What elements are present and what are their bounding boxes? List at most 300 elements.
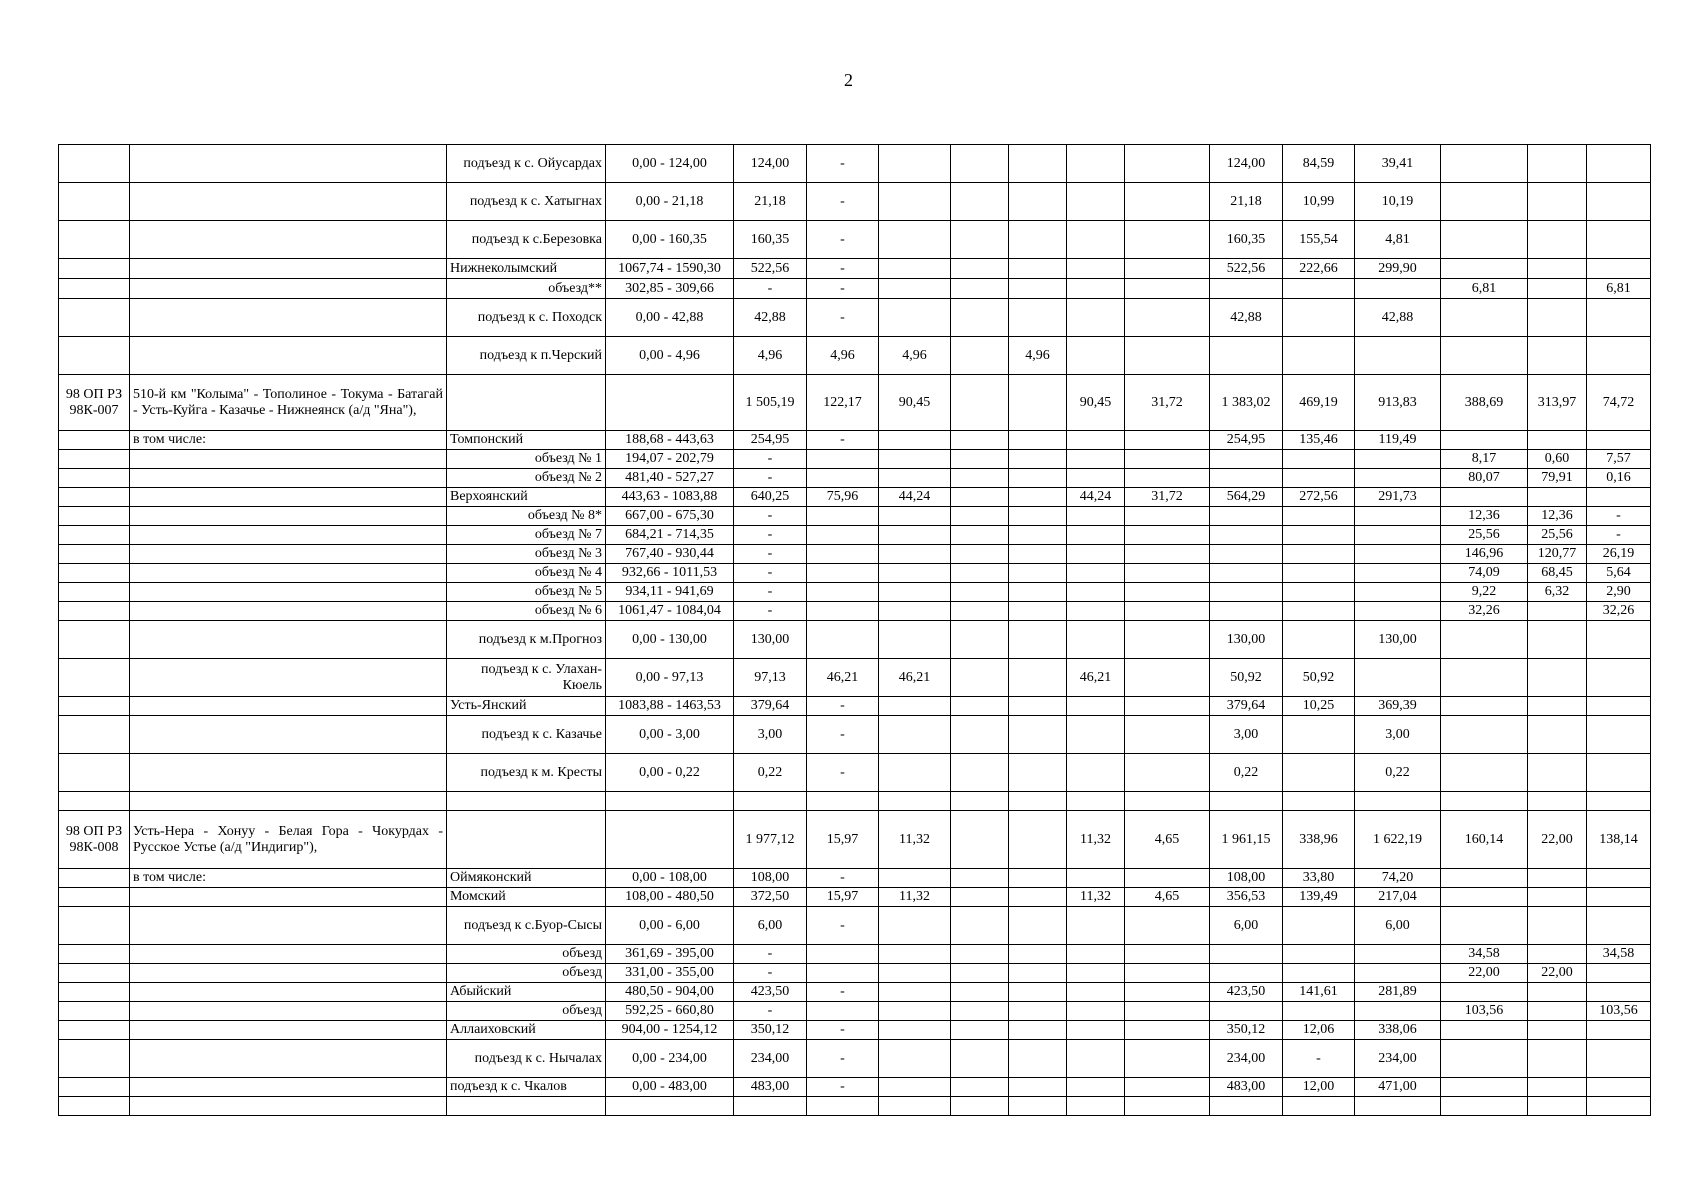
cell-col15: 9,22 [1441,583,1528,602]
cell-col14: 119,49 [1355,431,1441,450]
cell-col12 [1210,792,1283,811]
cell-road-code [59,1021,130,1040]
cell-road-code [59,1040,130,1078]
cell-col9 [1009,259,1067,279]
cell-col7 [879,716,951,754]
cell-col17 [1587,1078,1651,1097]
cell-col17: 103,56 [1587,1002,1651,1021]
cell-total-length: 640,25 [734,488,807,507]
cell-col7 [879,545,951,564]
cell-col13 [1283,907,1355,945]
table-row [59,964,1651,983]
table-row [59,299,1651,337]
cell-col13: 141,61 [1283,983,1355,1002]
cell-col13: 50,92 [1283,659,1355,697]
cell-col13 [1283,450,1355,469]
cell-col6: - [807,1040,879,1078]
cell-col9 [1009,299,1067,337]
cell-total-length: 124,00 [734,145,807,183]
cell-road-name [130,659,447,697]
cell-col16 [1528,869,1587,888]
cell-col17 [1587,337,1651,375]
cell-col16 [1528,145,1587,183]
cell-col15 [1441,1021,1528,1040]
cell-col9 [1009,221,1067,259]
cell-col16: 25,56 [1528,526,1587,545]
cell-col13: - [1283,1040,1355,1078]
cell-col14: 130,00 [1355,621,1441,659]
cell-col6: - [807,183,879,221]
cell-col6: - [807,299,879,337]
cell-col10 [1067,221,1125,259]
cell-km-range: 0,00 - 160,35 [606,221,734,259]
cell-col12: 234,00 [1210,1040,1283,1078]
cell-col10 [1067,145,1125,183]
cell-col17: - [1587,526,1651,545]
cell-km-range: 667,00 - 675,30 [606,507,734,526]
cell-col14: 39,41 [1355,145,1441,183]
cell-col8 [951,1097,1009,1116]
cell-col11 [1125,337,1210,375]
cell-col11 [1125,507,1210,526]
cell-col7: 11,32 [879,888,951,907]
cell-total-length: - [734,945,807,964]
cell-km-range [606,792,734,811]
cell-col14: 234,00 [1355,1040,1441,1078]
cell-road-code [59,564,130,583]
cell-col7 [879,299,951,337]
cell-district-name: подъезд к с. Нычалах [447,1040,606,1078]
cell-col15 [1441,792,1528,811]
cell-col7 [879,964,951,983]
cell-col14: 299,90 [1355,259,1441,279]
cell-col6 [807,450,879,469]
cell-road-name [130,983,447,1002]
cell-col17 [1587,964,1651,983]
cell-total-length: 3,00 [734,716,807,754]
cell-district-name: подъезд к п.Черский [447,337,606,375]
cell-col13 [1283,279,1355,299]
cell-col13: 338,96 [1283,811,1355,869]
cell-col13 [1283,469,1355,488]
cell-district-name: объезд № 2 [447,469,606,488]
cell-col11 [1125,469,1210,488]
cell-col17 [1587,299,1651,337]
cell-km-range: 767,40 - 930,44 [606,545,734,564]
cell-district-name: подъезд к с. Походск [447,299,606,337]
cell-col16: 22,00 [1528,964,1587,983]
cell-district-name: объезд [447,945,606,964]
cell-road-name [130,754,447,792]
cell-col14: 4,81 [1355,221,1441,259]
cell-col12 [1210,1097,1283,1116]
cell-col11 [1125,602,1210,621]
cell-col7 [879,1002,951,1021]
table-row [59,621,1651,659]
cell-road-name [130,545,447,564]
cell-district-name: подъезд к м. Кресты [447,754,606,792]
cell-col15 [1441,145,1528,183]
cell-col9 [1009,183,1067,221]
cell-col13: 469,19 [1283,375,1355,431]
table-row [59,259,1651,279]
cell-km-range: 0,00 - 97,13 [606,659,734,697]
cell-road-code [59,526,130,545]
cell-col10 [1067,945,1125,964]
cell-km-range: 592,25 - 660,80 [606,1002,734,1021]
cell-road-code [59,469,130,488]
cell-road-name [130,792,447,811]
cell-km-range: 0,00 - 4,96 [606,337,734,375]
table-row [59,1040,1651,1078]
cell-road-name [130,697,447,716]
cell-road-name [130,1002,447,1021]
cell-col6 [807,621,879,659]
cell-col14: 471,00 [1355,1078,1441,1097]
cell-total-length: 254,95 [734,431,807,450]
cell-col9 [1009,621,1067,659]
cell-col16 [1528,621,1587,659]
cell-col9 [1009,145,1067,183]
cell-col9 [1009,602,1067,621]
cell-col8 [951,375,1009,431]
cell-district-name: объезд № 4 [447,564,606,583]
table-row [59,1021,1651,1040]
table-row [59,564,1651,583]
cell-col13 [1283,716,1355,754]
cell-col6: - [807,716,879,754]
cell-col8 [951,221,1009,259]
cell-col7: 44,24 [879,488,951,507]
cell-road-code [59,488,130,507]
cell-col8 [951,583,1009,602]
cell-col13 [1283,583,1355,602]
cell-col9 [1009,888,1067,907]
cell-col14: 338,06 [1355,1021,1441,1040]
cell-road-name: 510-й км "Колыма" - Тополиное - Токума - Батагай - Усть-Куйга - Казачье - Нижнеянск (а/д "Яна"), [130,375,447,431]
cell-col16 [1528,1097,1587,1116]
cell-col8 [951,983,1009,1002]
cell-col7 [879,507,951,526]
cell-col8 [951,545,1009,564]
cell-district-name: Момский [447,888,606,907]
cell-col7 [879,792,951,811]
cell-road-name [130,964,447,983]
cell-col9 [1009,1040,1067,1078]
cell-col12 [1210,583,1283,602]
cell-col6 [807,564,879,583]
cell-road-code [59,792,130,811]
cell-col7 [879,907,951,945]
cell-col6: - [807,221,879,259]
cell-col12: 108,00 [1210,869,1283,888]
cell-col6: - [807,869,879,888]
cell-col12: 130,00 [1210,621,1283,659]
cell-col16 [1528,945,1587,964]
cell-col11: 4,65 [1125,811,1210,869]
cell-col13: 135,46 [1283,431,1355,450]
cell-col8 [951,259,1009,279]
cell-col11 [1125,1078,1210,1097]
cell-col17 [1587,1021,1651,1040]
cell-total-length: 108,00 [734,869,807,888]
cell-col10 [1067,299,1125,337]
cell-col15 [1441,621,1528,659]
cell-road-code [59,545,130,564]
cell-road-name [130,716,447,754]
cell-district-name: подъезд к с. Казачье [447,716,606,754]
cell-col17 [1587,907,1651,945]
cell-col13 [1283,945,1355,964]
cell-col6: 75,96 [807,488,879,507]
cell-col11 [1125,1002,1210,1021]
cell-road-name [130,145,447,183]
cell-col9 [1009,983,1067,1002]
cell-total-length: - [734,507,807,526]
cell-road-name [130,945,447,964]
cell-total-length: - [734,450,807,469]
cell-col14 [1355,964,1441,983]
cell-col6: - [807,754,879,792]
cell-road-code [59,1078,130,1097]
cell-col10 [1067,526,1125,545]
cell-col7: 4,96 [879,337,951,375]
cell-total-length: 1 505,19 [734,375,807,431]
cell-road-code [59,583,130,602]
cell-total-length [734,1097,807,1116]
cell-col7 [879,621,951,659]
table-row [59,754,1651,792]
cell-col10: 44,24 [1067,488,1125,507]
cell-col7 [879,450,951,469]
cell-col17 [1587,183,1651,221]
cell-total-length: 130,00 [734,621,807,659]
cell-km-range: 480,50 - 904,00 [606,983,734,1002]
cell-col17 [1587,697,1651,716]
cell-col10 [1067,583,1125,602]
cell-col15 [1441,183,1528,221]
cell-col16 [1528,697,1587,716]
cell-km-range [606,811,734,869]
cell-road-code [59,907,130,945]
cell-district-name: подъезд к с.Буор-Сысы [447,907,606,945]
cell-col16 [1528,1078,1587,1097]
cell-district-name: объезд № 7 [447,526,606,545]
cell-col12 [1210,337,1283,375]
cell-col15 [1441,697,1528,716]
cell-col9 [1009,716,1067,754]
cell-road-name [130,259,447,279]
cell-road-name [130,1097,447,1116]
cell-col9 [1009,279,1067,299]
cell-col9 [1009,945,1067,964]
cell-col16 [1528,488,1587,507]
cell-col11 [1125,1040,1210,1078]
cell-total-length: - [734,564,807,583]
cell-col12 [1210,602,1283,621]
cell-km-range: 361,69 - 395,00 [606,945,734,964]
cell-col10: 90,45 [1067,375,1125,431]
cell-col11 [1125,583,1210,602]
cell-district-name: объезд № 1 [447,450,606,469]
cell-col8 [951,183,1009,221]
cell-col6 [807,526,879,545]
cell-col10 [1067,337,1125,375]
cell-road-name [130,469,447,488]
cell-col7 [879,754,951,792]
table-row [59,183,1651,221]
cell-col11: 31,72 [1125,488,1210,507]
table-row [59,488,1651,507]
cell-district-name [447,792,606,811]
cell-col11 [1125,526,1210,545]
cell-col7 [879,183,951,221]
cell-road-name: Усть-Нера - Хонуу - Белая Гора - Чокурдах - Русское Устье (а/д "Индигир"), [130,811,447,869]
cell-col7 [879,526,951,545]
cell-col8 [951,564,1009,583]
cell-col9 [1009,1002,1067,1021]
cell-col13: 10,99 [1283,183,1355,221]
table-row [59,602,1651,621]
cell-col14: 913,83 [1355,375,1441,431]
table-row [59,869,1651,888]
cell-col17 [1587,754,1651,792]
cell-col16 [1528,1040,1587,1078]
cell-col17 [1587,1040,1651,1078]
cell-road-code [59,945,130,964]
cell-km-range: 0,00 - 3,00 [606,716,734,754]
cell-district-name: подъезд к с.Березовка [447,221,606,259]
cell-road-code [59,337,130,375]
cell-col8 [951,145,1009,183]
cell-col15 [1441,659,1528,697]
cell-km-range: 188,68 - 443,63 [606,431,734,450]
cell-col11 [1125,259,1210,279]
cell-road-code [59,507,130,526]
cell-col8 [951,1002,1009,1021]
cell-col14 [1355,945,1441,964]
cell-col7 [879,697,951,716]
cell-col14 [1355,337,1441,375]
cell-district-name: объезд № 8* [447,507,606,526]
cell-col6: - [807,1078,879,1097]
cell-col7 [879,1021,951,1040]
cell-col10 [1067,964,1125,983]
cell-col16: 22,00 [1528,811,1587,869]
cell-road-name [130,1040,447,1078]
cell-road-code: 98 ОП РЗ 98К-007 [59,375,130,431]
cell-col16: 120,77 [1528,545,1587,564]
cell-col16 [1528,337,1587,375]
table-row [59,659,1651,697]
cell-col16 [1528,602,1587,621]
cell-col15 [1441,907,1528,945]
cell-road-name [130,526,447,545]
cell-col10: 46,21 [1067,659,1125,697]
cell-col16: 6,32 [1528,583,1587,602]
cell-col11 [1125,869,1210,888]
cell-col15: 146,96 [1441,545,1528,564]
cell-col8 [951,1040,1009,1078]
cell-district-name [447,1097,606,1116]
cell-col14: 281,89 [1355,983,1441,1002]
table-row [59,1078,1651,1097]
cell-col12: 254,95 [1210,431,1283,450]
cell-col8 [951,716,1009,754]
cell-col11 [1125,564,1210,583]
cell-col14 [1355,545,1441,564]
cell-col14 [1355,1097,1441,1116]
cell-col17: 74,72 [1587,375,1651,431]
cell-col12: 21,18 [1210,183,1283,221]
cell-col17: 34,58 [1587,945,1651,964]
cell-col8 [951,299,1009,337]
cell-col12 [1210,279,1283,299]
cell-total-length: 21,18 [734,183,807,221]
cell-col6: - [807,279,879,299]
cell-col16 [1528,259,1587,279]
cell-col16 [1528,888,1587,907]
cell-col9 [1009,1097,1067,1116]
cell-district-name: объезд № 3 [447,545,606,564]
cell-col9 [1009,583,1067,602]
cell-col13: 12,00 [1283,1078,1355,1097]
cell-col12: 423,50 [1210,983,1283,1002]
cell-col9 [1009,526,1067,545]
cell-col15: 12,36 [1441,507,1528,526]
cell-district-name: Аллаиховский [447,1021,606,1040]
cell-col9: 4,96 [1009,337,1067,375]
cell-col6 [807,602,879,621]
cell-col17: 5,64 [1587,564,1651,583]
cell-col11 [1125,792,1210,811]
cell-col10 [1067,716,1125,754]
cell-col6 [807,792,879,811]
cell-km-range [606,1097,734,1116]
cell-col9 [1009,697,1067,716]
cell-col12: 350,12 [1210,1021,1283,1040]
cell-col16 [1528,716,1587,754]
cell-km-range: 932,66 - 1011,53 [606,564,734,583]
cell-col8 [951,337,1009,375]
cell-col6: 4,96 [807,337,879,375]
cell-col9 [1009,1078,1067,1097]
cell-col13 [1283,299,1355,337]
cell-col8 [951,602,1009,621]
cell-km-range: 0,00 - 42,88 [606,299,734,337]
cell-col17 [1587,659,1651,697]
cell-col12: 6,00 [1210,907,1283,945]
cell-road-code [59,888,130,907]
cell-total-length: 0,22 [734,754,807,792]
cell-total-length: - [734,545,807,564]
cell-col16: 68,45 [1528,564,1587,583]
cell-km-range: 108,00 - 480,50 [606,888,734,907]
cell-road-name [130,564,447,583]
cell-col10 [1067,564,1125,583]
cell-col11 [1125,659,1210,697]
cell-km-range: 194,07 - 202,79 [606,450,734,469]
cell-col6 [807,1002,879,1021]
cell-col10 [1067,754,1125,792]
cell-road-name [130,888,447,907]
cell-col16: 313,97 [1528,375,1587,431]
cell-district-name: подъезд к с. Улахан-Кюель [447,659,606,697]
cell-total-length: 42,88 [734,299,807,337]
cell-col6 [807,545,879,564]
cell-district-name: Нижнеколымский [447,259,606,279]
cell-col7: 11,32 [879,811,951,869]
